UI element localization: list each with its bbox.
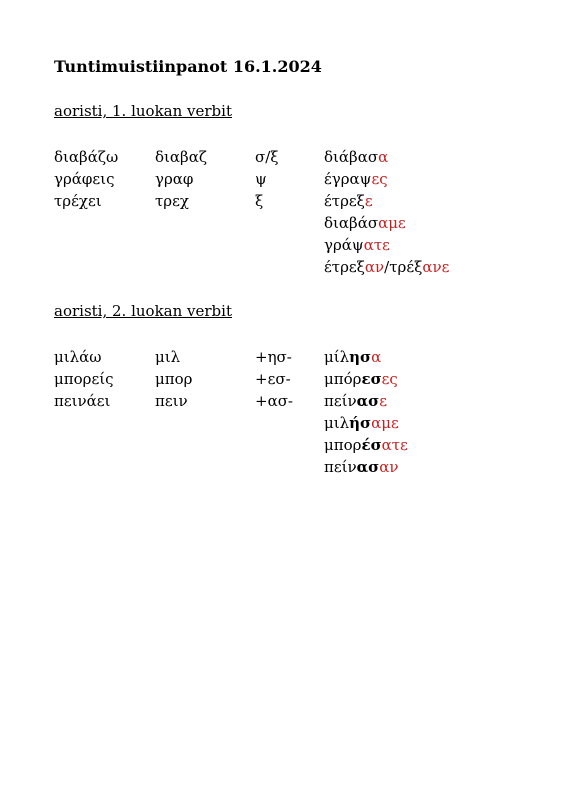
- aorist-form: [324, 456, 399, 478]
- ending-segment: α: [371, 348, 382, 366]
- ending-segment: ες: [371, 170, 388, 188]
- ending-segment: ανε: [422, 258, 450, 276]
- aorist-suffix-segment: ασ: [356, 392, 380, 410]
- aorist-marker: +ασ-: [255, 392, 294, 410]
- stem-segment: πείν: [324, 392, 357, 410]
- stem-segment: έτρεξ: [324, 192, 365, 210]
- verb-stem: διαβαζ: [155, 148, 207, 166]
- aorist-suffix-segment: εσ: [361, 370, 382, 388]
- aorist-form: [324, 434, 408, 456]
- aorist-form: [324, 412, 399, 434]
- ending-segment: ατε: [363, 236, 390, 254]
- ending-segment: ε: [364, 192, 373, 210]
- page-title: Tuntimuistiinpanot 16.1.2024: [54, 57, 322, 76]
- verb-present-form: μπορείς: [54, 370, 114, 388]
- aorist-marker: σ/ξ: [255, 148, 279, 166]
- aorist-form: [324, 390, 387, 412]
- stem-segment: μίλ: [324, 348, 350, 366]
- aorist-form: [324, 212, 406, 234]
- verb-present-form: μιλάω: [54, 348, 102, 366]
- verb-stem: πειν: [155, 392, 188, 410]
- aorist-form: [324, 234, 390, 256]
- aorist-form: [324, 346, 381, 368]
- ending-segment: α: [378, 148, 389, 166]
- verb-stem: γραφ: [155, 170, 194, 188]
- section-heading-class-1: aoristi, 1. luokan verbit: [54, 102, 232, 120]
- verb-stem: μπορ: [155, 370, 193, 388]
- aorist-suffix-segment: ασ: [356, 458, 380, 476]
- stem-segment: μιλ: [324, 414, 350, 432]
- ending-segment: αμε: [378, 214, 406, 232]
- verb-stem: μιλ: [155, 348, 181, 366]
- stem-segment: μπόρ: [324, 370, 362, 388]
- aorist-marker: ξ: [255, 192, 264, 210]
- ending-segment: αμε: [371, 414, 399, 432]
- aorist-form: [324, 256, 449, 278]
- stem-segment: έγραψ: [324, 170, 372, 188]
- aorist-form: [324, 168, 388, 190]
- verb-present-form: τρέχει: [54, 192, 102, 210]
- ending-segment: ες: [381, 370, 398, 388]
- aorist-form: [324, 368, 398, 390]
- aorist-form: [324, 146, 388, 168]
- verb-present-form: διαβάζω: [54, 148, 119, 166]
- stem-segment: διάβασ: [324, 148, 379, 166]
- stem-segment: διαβάσ: [324, 214, 379, 232]
- section-heading-class-2: aoristi, 2. luokan verbit: [54, 302, 232, 320]
- aorist-form: [324, 190, 373, 212]
- aorist-suffix-segment: ήσ: [349, 414, 372, 432]
- verb-present-form: πεινάει: [54, 392, 111, 410]
- stem-segment: μπορ: [324, 436, 362, 454]
- ending-segment: ατε: [381, 436, 408, 454]
- aorist-marker: +εσ-: [255, 370, 291, 388]
- aorist-marker: +ησ-: [255, 348, 292, 366]
- verb-stem: τρεχ: [155, 192, 189, 210]
- stem-segment: /τρέξ: [384, 258, 423, 276]
- stem-segment: έτρεξ: [324, 258, 365, 276]
- stem-segment: γράψ: [324, 236, 364, 254]
- ending-segment: αν: [364, 258, 385, 276]
- aorist-suffix-segment: έσ: [361, 436, 382, 454]
- ending-segment: αν: [379, 458, 399, 476]
- ending-segment: ε: [379, 392, 388, 410]
- aorist-suffix-segment: ησ: [349, 348, 372, 366]
- aorist-marker: ψ: [255, 170, 267, 188]
- stem-segment: πείν: [324, 458, 357, 476]
- verb-present-form: γράφεις: [54, 170, 115, 188]
